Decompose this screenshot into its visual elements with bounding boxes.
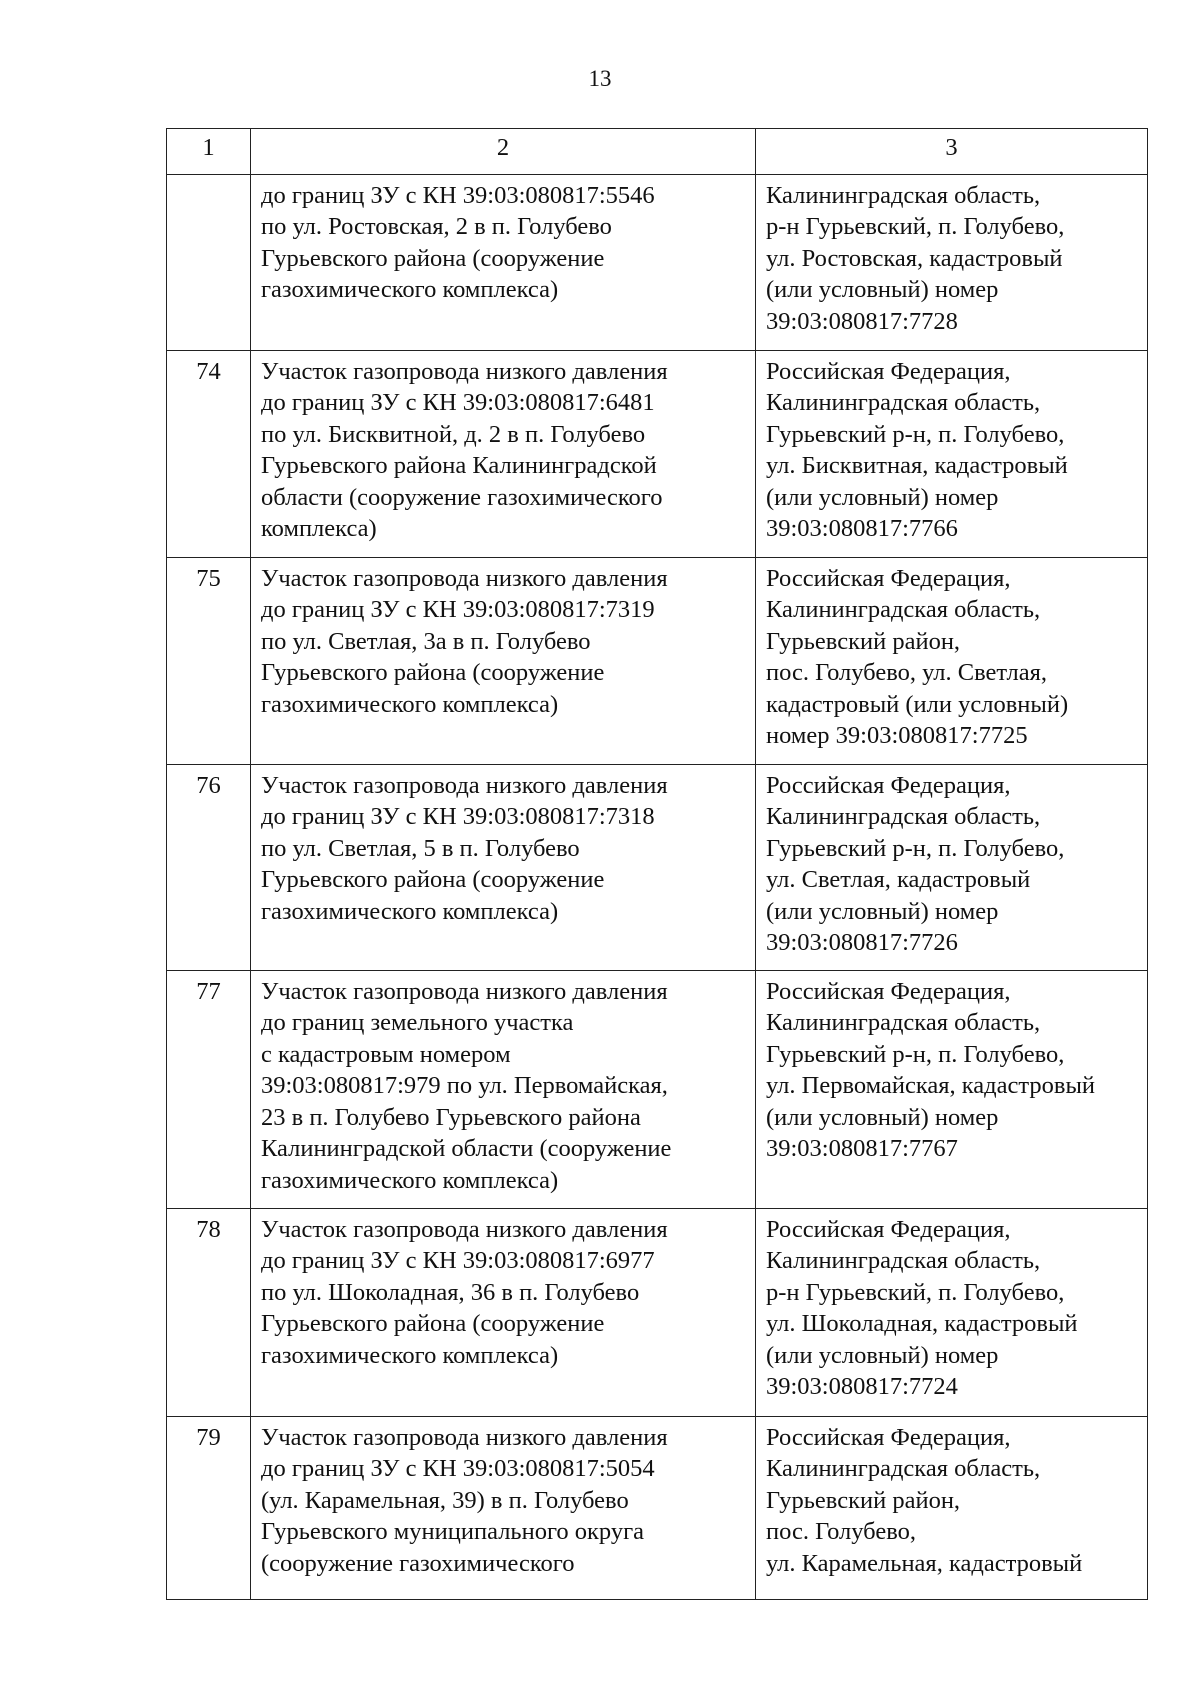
object-description-cell	[251, 174, 756, 350]
address-line: Российская Федерация,	[766, 357, 1011, 385]
address-line: номер 39:03:080817:7725	[766, 722, 1028, 749]
property-table	[166, 128, 1148, 1600]
address-line: Гурьевский р-н, п. Голубево,	[766, 1040, 1065, 1068]
page-number: 13	[588, 66, 612, 91]
address-line: (или условный) номер	[766, 483, 999, 511]
description-line: Гурьевского района Калининградской	[261, 452, 657, 479]
address-line: ул. Бисквитная, кадастровый	[766, 452, 1068, 479]
description-line: области (сооружение газохимического	[261, 483, 663, 511]
description-line: газохимического комплекса)	[261, 1166, 559, 1194]
description-line: по ул. Бисквитной, д. 2 в п. Голубево	[261, 420, 646, 448]
address-line: Гурьевский район,	[766, 1486, 961, 1514]
description-line: 23 в п. Голубево Гурьевского района	[261, 1103, 641, 1131]
description-line: Участок газопровода низкого давления	[261, 1215, 668, 1243]
address-line: Калининградская область,	[766, 181, 1041, 209]
address-line: р-н Гурьевский, п. Голубево,	[766, 213, 1065, 240]
description-line: газохимического комплекса)	[261, 897, 559, 925]
address-cell	[756, 557, 1148, 764]
table-row	[167, 350, 1148, 557]
description-line: Гурьевского района (сооружение	[261, 866, 605, 893]
row-number: 79	[167, 1416, 251, 1599]
address-line: ул. Ростовская, кадастровый	[766, 244, 1063, 272]
row-number	[167, 174, 251, 350]
row-number: 78	[167, 1208, 251, 1416]
address-line: Гурьевский р-н, п. Голубево,	[766, 834, 1065, 862]
table-row	[167, 764, 1148, 970]
address-line: ул. Первомайская, кадастровый	[766, 1072, 1096, 1099]
column-header-2: 2	[251, 129, 756, 175]
address-line: Гурьевский район,	[766, 627, 961, 655]
description-line: до границ ЗУ с КН 39:03:080817:5546	[261, 181, 655, 209]
address-cell	[756, 174, 1148, 350]
address-line: Российская Федерация,	[766, 1423, 1011, 1451]
row-number: 75	[167, 557, 251, 764]
address-line: 39:03:080817:7724	[766, 1373, 958, 1400]
address-line: 39:03:080817:7728	[766, 307, 958, 335]
description-line: Участок газопровода низкого давления	[261, 977, 668, 1005]
column-header-1: 1	[167, 129, 251, 175]
address-line: Российская Федерация,	[766, 771, 1011, 799]
address-line: Российская Федерация,	[766, 1215, 1011, 1243]
table-header-row	[167, 129, 1148, 175]
object-description-cell	[251, 764, 756, 970]
address-line: ул. Светлая, кадастровый	[766, 866, 1031, 893]
row-number: 74	[167, 350, 251, 557]
row-number: 77	[167, 970, 251, 1208]
object-description-cell	[251, 350, 756, 557]
address-line: Российская Федерация,	[766, 977, 1011, 1005]
description-line: до границ земельного участка	[261, 1009, 574, 1036]
table-row	[167, 1416, 1148, 1599]
table-row	[167, 557, 1148, 764]
address-line: (или условный) номер	[766, 897, 999, 925]
description-line: по ул. Шоколадная, 36 в п. Голубево	[261, 1278, 640, 1306]
address-line: Калининградская область,	[766, 1455, 1041, 1482]
row-number: 76	[167, 764, 251, 970]
address-cell	[756, 350, 1148, 557]
address-line: пос. Голубево,	[766, 1518, 916, 1545]
object-description-cell	[251, 970, 756, 1208]
address-line: Российская Федерация,	[766, 564, 1011, 592]
description-line: Калининградской области (сооружение	[261, 1135, 672, 1162]
description-line: до границ ЗУ с КН 39:03:080817:7318	[261, 803, 655, 830]
address-line: Гурьевский р-н, п. Голубево,	[766, 420, 1065, 448]
description-line: комплекса)	[261, 515, 377, 542]
table-row	[167, 970, 1148, 1208]
table-row	[167, 1208, 1148, 1416]
address-line: 39:03:080817:7766	[766, 515, 958, 542]
table-body	[167, 174, 1148, 1599]
description-line: (ул. Карамельная, 39) в п. Голубево	[261, 1486, 629, 1514]
description-line: Гурьевского района (сооружение	[261, 1310, 605, 1337]
description-line: Гурьевского района (сооружение	[261, 244, 605, 272]
description-line: с кадастровым номером	[261, 1040, 511, 1068]
description-line: Участок газопровода низкого давления	[261, 1423, 668, 1451]
address-cell	[756, 970, 1148, 1208]
address-line: 39:03:080817:7726	[766, 929, 958, 956]
description-line: до границ ЗУ с КН 39:03:080817:6481	[261, 389, 655, 416]
description-line: Участок газопровода низкого давления	[261, 771, 668, 799]
address-line: 39:03:080817:7767	[766, 1135, 958, 1162]
address-line: Калининградская область,	[766, 803, 1041, 830]
address-line: р-н Гурьевский, п. Голубево,	[766, 1278, 1065, 1306]
address-line: кадастровый (или условный)	[766, 690, 1069, 718]
description-line: по ул. Ростовская, 2 в п. Голубево	[261, 213, 612, 240]
description-line: до границ ЗУ с КН 39:03:080817:6977	[261, 1247, 655, 1274]
description-line: до границ ЗУ с КН 39:03:080817:7319	[261, 596, 655, 623]
object-description-cell	[251, 557, 756, 764]
description-line: Гурьевского муниципального округа	[261, 1518, 645, 1545]
address-line: (или условный) номер	[766, 276, 999, 303]
description-line: газохимического комплекса)	[261, 690, 559, 718]
description-line: до границ ЗУ с КН 39:03:080817:5054	[261, 1455, 655, 1482]
description-line: газохимического комплекса)	[261, 1341, 559, 1369]
object-description-cell	[251, 1208, 756, 1416]
description-line: Участок газопровода низкого давления	[261, 564, 668, 592]
table-row	[167, 174, 1148, 350]
description-line: Гурьевского района (сооружение	[261, 659, 605, 686]
address-line: пос. Голубево, ул. Светлая,	[766, 659, 1047, 686]
description-line: 39:03:080817:979 по ул. Первомайская,	[261, 1072, 668, 1099]
column-header-3: 3	[756, 129, 1148, 175]
description-line: по ул. Светлая, 5 в п. Голубево	[261, 834, 580, 862]
description-line: по ул. Светлая, 3а в п. Голубево	[261, 627, 591, 655]
description-line: Участок газопровода низкого давления	[261, 357, 668, 385]
address-line: Калининградская область,	[766, 1009, 1041, 1036]
address-cell	[756, 1416, 1148, 1599]
address-line: ул. Карамельная, кадастровый	[766, 1549, 1083, 1577]
description-line: (сооружение газохимического	[261, 1549, 575, 1577]
object-description-cell	[251, 1416, 756, 1599]
address-cell	[756, 1208, 1148, 1416]
description-line: газохимического комплекса)	[261, 276, 559, 303]
address-line: (или условный) номер	[766, 1103, 999, 1131]
address-line: Калининградская область,	[766, 389, 1041, 416]
address-line: ул. Шоколадная, кадастровый	[766, 1310, 1078, 1337]
address-line: (или условный) номер	[766, 1341, 999, 1369]
address-line: Калининградская область,	[766, 596, 1041, 623]
address-cell	[756, 764, 1148, 970]
address-line: Калининградская область,	[766, 1247, 1041, 1274]
